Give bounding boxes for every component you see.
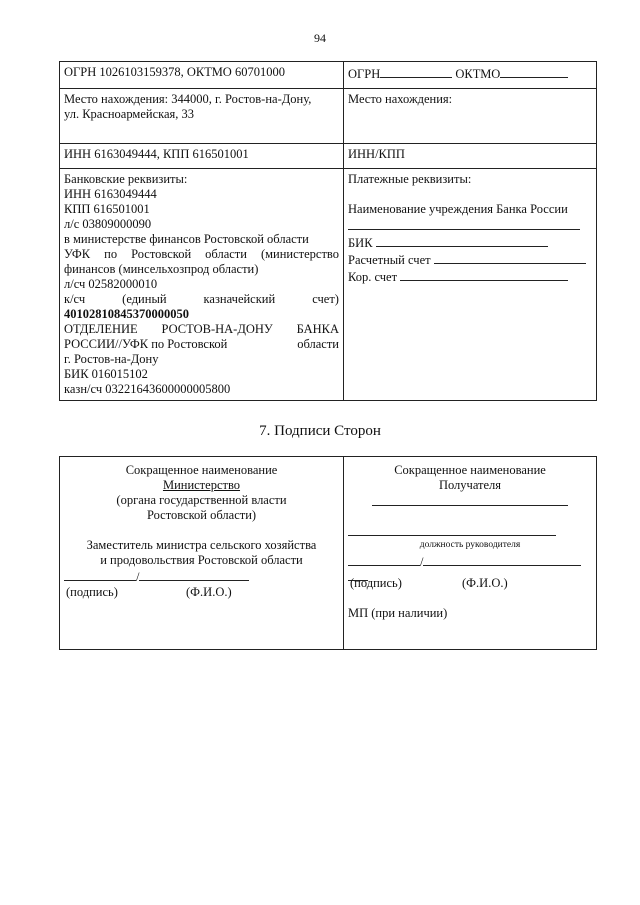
bank-ks-line bbox=[64, 292, 339, 307]
signature-separator: / bbox=[420, 555, 424, 569]
ks-word: казначейский bbox=[203, 292, 276, 306]
dept-word: РОСТОВ-НА-ДОНУ bbox=[161, 322, 273, 336]
bank-ministry: в министерстве финансов Ростовской области bbox=[64, 232, 309, 246]
ministry-name: Министерство bbox=[162, 478, 241, 492]
corr-account-label: Кор. счет bbox=[348, 270, 398, 284]
payment-details-cell bbox=[344, 169, 597, 401]
ministry-org-line-1: (органа государственной власти bbox=[116, 493, 287, 507]
inn-kpp-cell bbox=[60, 144, 344, 169]
table-row bbox=[60, 89, 597, 144]
recipient-signature-cell bbox=[344, 457, 597, 650]
recipient-signature-line bbox=[348, 553, 420, 566]
recipient-oktmo-label: ОКТМО bbox=[455, 67, 501, 81]
recipient-name-blank-line bbox=[372, 493, 568, 506]
recipient-address-label: Место нахождения: bbox=[348, 92, 453, 106]
dept-word: ОТДЕЛЕНИЕ bbox=[64, 322, 138, 336]
recipient-inn-kpp-cell bbox=[344, 144, 597, 169]
bank-bik: БИК 016015102 bbox=[64, 367, 148, 381]
stamp-label: МП (при наличии) bbox=[348, 606, 448, 620]
section-title: 7. Подписи Сторон bbox=[259, 423, 381, 439]
ministry-fio-label: (Ф.И.О.) bbox=[186, 585, 232, 599]
recipient-heading: Получателя bbox=[438, 478, 502, 492]
ufk-word: области bbox=[205, 247, 247, 261]
corr-account-blank-line bbox=[400, 268, 568, 281]
address-line-2: ул. Красноармейская, 33 bbox=[64, 107, 195, 121]
ministry-signature-cell bbox=[60, 457, 344, 650]
recipient-bik-label: БИК bbox=[348, 236, 373, 250]
bank-russia-line bbox=[64, 337, 339, 352]
ufk-word: по bbox=[104, 247, 118, 261]
bank-ufk-line bbox=[64, 247, 339, 262]
recipient-ogrn-label: ОГРН bbox=[348, 67, 381, 81]
table-row bbox=[60, 62, 597, 89]
bik-blank-line bbox=[376, 234, 548, 247]
requisites-table bbox=[59, 61, 597, 401]
bank-dept-line bbox=[64, 322, 339, 337]
recipient-short-name-heading: Сокращенное наименование bbox=[394, 463, 546, 477]
ministry-short-name-heading: Сокращенное наименование bbox=[125, 463, 278, 477]
bank-account-number: 40102810845370000050 bbox=[64, 307, 189, 321]
position-caption: должность руководителя bbox=[419, 540, 521, 550]
ministry-sign-label: (подпись) bbox=[66, 585, 118, 599]
bank-name-blank-line bbox=[348, 217, 580, 230]
dept-word: БАНКА bbox=[296, 322, 339, 336]
recipient-address-cell bbox=[344, 89, 597, 144]
settlement-account-blank-line bbox=[434, 251, 586, 264]
payment-details-title: Платежные реквизиты: bbox=[348, 172, 472, 186]
signatures-table bbox=[59, 456, 597, 650]
bank-kpp: КПП 616501001 bbox=[64, 202, 150, 216]
page-number: 94 bbox=[314, 31, 326, 45]
recipient-position-blank-line bbox=[348, 523, 556, 536]
table-row bbox=[60, 144, 597, 169]
bank-finance: финансов (минсельхозпрод области) bbox=[64, 262, 259, 276]
russia-left-text: РОССИИ//УФК по Ростовской bbox=[64, 337, 228, 351]
bank-details-title: Банковские реквизиты: bbox=[64, 172, 188, 186]
bank-inn: ИНН 6163049444 bbox=[64, 187, 157, 201]
bank-details-cell bbox=[60, 169, 344, 401]
signature-separator: / bbox=[136, 570, 140, 584]
bank-ls2: л/сч 02582000010 bbox=[64, 277, 158, 291]
bank-kazn: казн/сч 03221643600000005800 bbox=[64, 382, 231, 396]
table-row bbox=[60, 169, 597, 401]
recipient-ogrn-cell bbox=[344, 62, 597, 89]
table-row bbox=[60, 457, 597, 650]
russia-right-text: области bbox=[297, 337, 339, 351]
recipient-fio-label: (Ф.И.О.) bbox=[462, 576, 508, 590]
ufk-word: (министерство bbox=[260, 247, 339, 261]
ogrn-blank-line bbox=[380, 65, 452, 78]
bank-ls: л/с 03809000090 bbox=[64, 217, 152, 231]
ogrn-oktmo-cell bbox=[60, 62, 344, 89]
ministry-fio-line bbox=[139, 568, 249, 581]
bank-name-label: Наименование учреждения Банка России bbox=[348, 202, 568, 216]
ministry-org-line-2: Ростовской области) bbox=[146, 508, 257, 522]
ministry-signature-line bbox=[64, 568, 136, 581]
ks-word: к/сч bbox=[64, 292, 86, 306]
signer-position-line-2: и продовольствия Ростовской области bbox=[100, 553, 303, 567]
ks-word: (единый bbox=[122, 292, 167, 306]
ks-word: счет) bbox=[312, 292, 339, 306]
ogrn-oktmo-text: ОГРН 1026103159378, ОКТМО 60701000 bbox=[64, 65, 285, 79]
recipient-fio-line bbox=[423, 553, 581, 566]
inn-kpp-text: ИНН 6163049444, КПП 616501001 bbox=[64, 147, 249, 161]
address-cell bbox=[60, 89, 344, 144]
recipient-sign-label: (подпись) bbox=[350, 576, 402, 590]
ufk-word: УФК bbox=[64, 247, 91, 261]
signer-position-line-1: Заместитель министра сельского хозяйства bbox=[86, 538, 317, 552]
bank-city: г. Ростов-на-Дону bbox=[64, 352, 159, 366]
ufk-word: Ростовской bbox=[131, 247, 192, 261]
address-line-1: Место нахождения: 344000, г. Ростов-на-Дону, bbox=[64, 92, 312, 106]
settlement-account-label: Расчетный счет bbox=[348, 253, 431, 267]
recipient-inn-kpp-label: ИНН/КПП bbox=[348, 147, 405, 161]
oktmo-blank-line bbox=[500, 65, 568, 78]
